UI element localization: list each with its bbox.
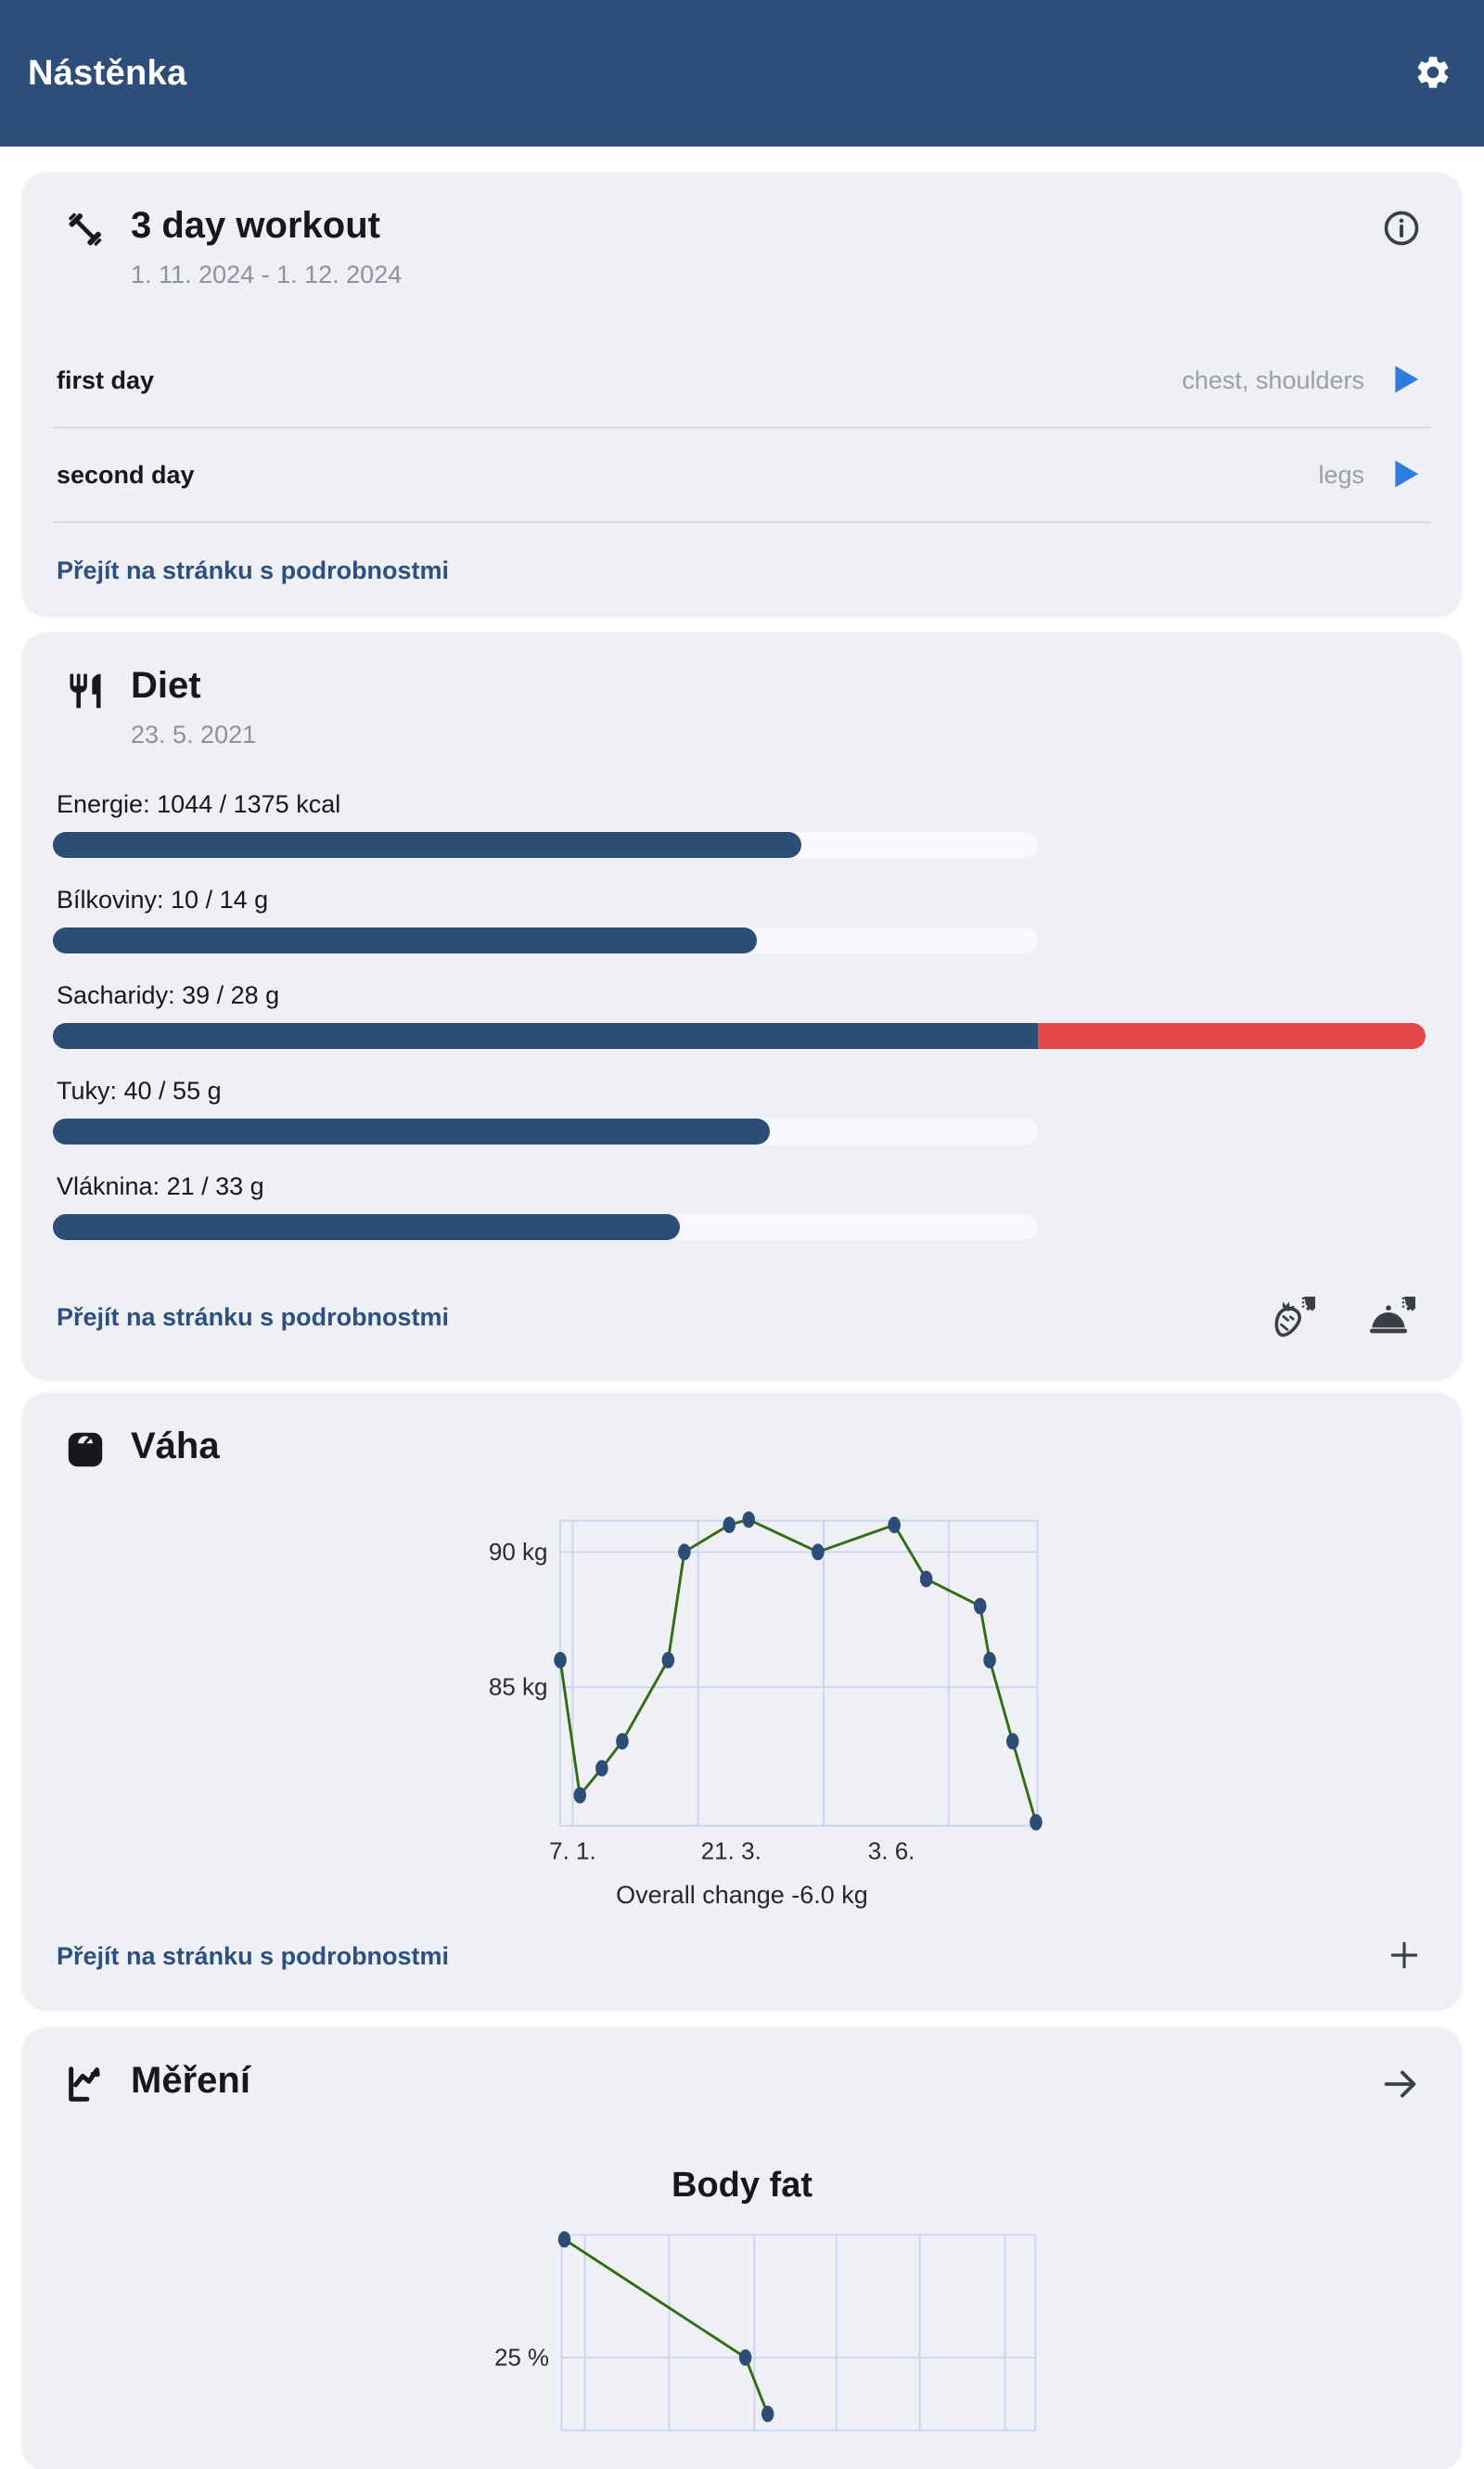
svg-text:90 kg: 90 kg [488, 1537, 548, 1566]
plus-icon [1387, 1938, 1422, 1976]
svg-text:25 %: 25 % [494, 2345, 550, 2372]
workout-day-row [53, 429, 1431, 521]
macro-list [53, 790, 1431, 1240]
bodyfat-chart-svg [53, 2226, 1431, 2439]
svg-text:3. 6.: 3. 6. [867, 1836, 915, 1865]
bodyfat-chart [53, 2226, 1431, 2439]
measurements-title: Měření [131, 2060, 250, 2101]
divider [53, 521, 1431, 523]
play-icon [1392, 459, 1420, 492]
day-name: first day [57, 365, 155, 394]
add-weight-button[interactable] [1383, 1934, 1426, 1979]
macro-label: Sacharidy: 39 / 28 g [57, 981, 280, 1009]
macro-item-sacharidy [53, 981, 1431, 1049]
arrow-right-icon [1379, 2063, 1422, 2108]
app-bar [0, 0, 1484, 147]
macro-item-bílkoviny [53, 886, 1431, 953]
add-ingredient-button[interactable] [1262, 1286, 1322, 1349]
macro-progress-bar [53, 1119, 1431, 1145]
open-measurements-button[interactable] [1375, 2059, 1426, 2112]
weight-caption: Overall change -6.0 kg [616, 1881, 868, 1909]
weight-card [23, 1393, 1461, 2009]
meal-note-icon [1366, 1290, 1418, 1345]
macro-overflow-bar [1038, 1023, 1425, 1049]
restaurant-icon [64, 668, 107, 714]
weight-title: Váha [131, 1426, 220, 1466]
diet-title: Diet [131, 665, 201, 706]
diet-details-link[interactable]: Přejít na stránku s podrobnostmi [57, 1303, 450, 1331]
diet-card [23, 633, 1461, 1378]
macro-item-vláknina [53, 1172, 1431, 1240]
svg-text:21. 3.: 21. 3. [700, 1836, 761, 1865]
settings-button[interactable] [1410, 49, 1456, 98]
macro-progress-bar [53, 832, 1431, 858]
page-title: Nástěnka [28, 53, 187, 93]
workout-details-link[interactable]: Přejít na stránku s podrobnostmi [57, 556, 450, 584]
macro-progress-bar [53, 927, 1431, 953]
svg-text:7. 1.: 7. 1. [549, 1836, 596, 1865]
day-muscles: chest, shoulders [1182, 365, 1364, 394]
macro-label: Bílkoviny: 10 / 14 g [57, 886, 269, 914]
workout-info-button[interactable] [1377, 204, 1426, 255]
diet-card-header [53, 664, 1431, 749]
dashboard [0, 173, 1484, 2469]
workout-day-row [53, 334, 1431, 427]
weight-card-header [53, 1425, 1431, 1471]
weight-chart-svg [53, 1508, 1431, 1868]
add-meal-button[interactable] [1362, 1286, 1422, 1349]
workout-card [23, 173, 1461, 615]
macro-label: Energie: 1044 / 1375 kcal [57, 790, 341, 818]
macro-item-energie [53, 790, 1431, 858]
workout-day-list [53, 334, 1431, 523]
dumbbell-icon [64, 208, 107, 250]
carrot-note-icon [1266, 1290, 1318, 1345]
bodyfat-chart-title: Body fat [672, 2166, 812, 2205]
macro-item-tuky [53, 1077, 1431, 1145]
measurements-card [23, 2028, 1461, 2469]
workout-title: 3 day workout [131, 205, 380, 246]
play-icon [1392, 365, 1420, 397]
gear-icon [1414, 53, 1452, 95]
svg-text:85 kg: 85 kg [488, 1672, 548, 1701]
diet-date: 23. 5. 2021 [131, 721, 257, 748]
start-workout-button[interactable] [1388, 455, 1424, 495]
macro-label: Vláknina: 21 / 33 g [57, 1172, 264, 1200]
measurements-card-header [53, 2059, 1431, 2112]
macro-label: Tuky: 40 / 55 g [57, 1077, 222, 1105]
start-workout-button[interactable] [1388, 361, 1424, 401]
scale-icon [64, 1428, 107, 1471]
macro-progress-bar [53, 1214, 1431, 1240]
workout-card-header [53, 204, 1431, 289]
macro-progress-bar [53, 1023, 1431, 1049]
weight-chart [53, 1508, 1431, 1868]
line-chart-icon [64, 2063, 107, 2105]
day-name: second day [57, 460, 195, 489]
weight-details-link[interactable]: Přejít na stránku s podrobnostmi [57, 1942, 450, 1970]
info-icon [1381, 208, 1422, 251]
workout-date-range: 1. 11. 2024 - 1. 12. 2024 [131, 261, 403, 288]
day-muscles: legs [1318, 460, 1364, 489]
